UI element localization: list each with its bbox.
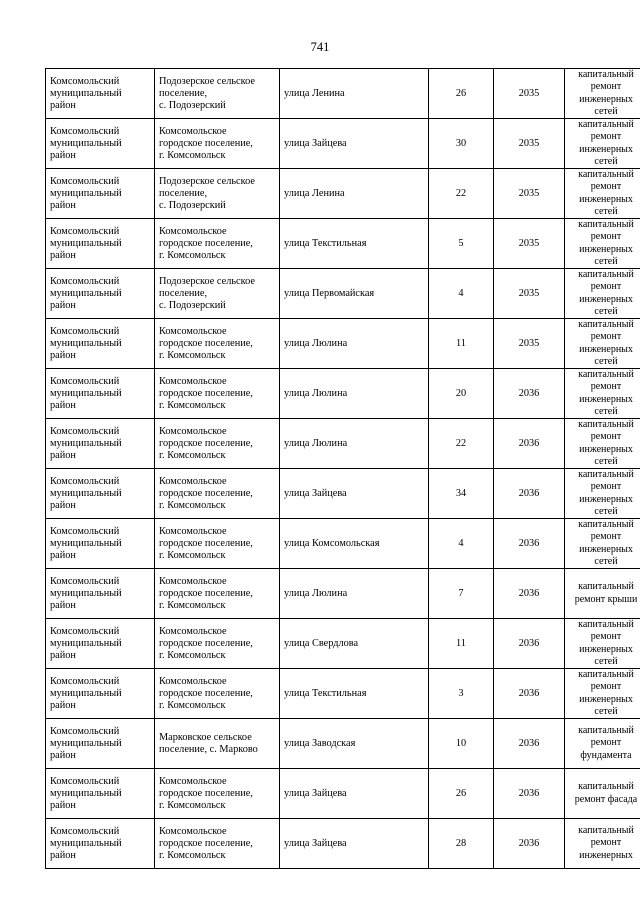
house-number-cell-text: 4 [458, 287, 464, 299]
settlement-cell-text: Подозерское сельское поселение, с. Подозерский [159, 75, 255, 111]
table-row [46, 219, 640, 269]
year-cell [494, 269, 565, 319]
year-cell [494, 719, 565, 769]
work-type-cell-text: капитальный ремонт инженерных сетей [578, 319, 634, 367]
district-cell-text: Комсомольский муниципальный район [50, 525, 122, 561]
house-number-cell [429, 619, 494, 669]
year-cell [494, 619, 565, 669]
year-cell-text: 2036 [518, 837, 540, 849]
house-number-cell [429, 719, 494, 769]
year-cell-text: 2035 [518, 187, 540, 199]
house-number-cell [429, 669, 494, 719]
work-type-cell [565, 319, 640, 369]
house-number-cell [429, 119, 494, 169]
house-number-cell-text: 20 [455, 387, 467, 399]
work-type-cell [565, 269, 640, 319]
table-row [46, 119, 640, 169]
street-cell [280, 269, 429, 319]
street-cell [280, 319, 429, 369]
district-cell-text: Комсомольский муниципальный район [50, 325, 122, 361]
year-cell [494, 69, 565, 119]
table-row [46, 719, 640, 769]
work-type-cell [565, 369, 640, 419]
settlement-cell-text: Комсомольское городское поселение, г. Комсомольск [159, 325, 253, 361]
work-type-cell-text: капитальный ремонт инженерных сетей [578, 669, 634, 717]
settlement-cell-text: Подозерское сельское поселение, с. Подозерский [159, 175, 255, 211]
street-cell-text: улица Ленина [284, 187, 345, 199]
settlement-cell [155, 819, 280, 869]
table-row [46, 569, 640, 619]
table-row [46, 619, 640, 669]
district-cell [46, 369, 155, 419]
settlement-cell [155, 69, 280, 119]
street-cell [280, 369, 429, 419]
district-cell-text: Комсомольский муниципальный район [50, 775, 122, 811]
year-cell-text: 2036 [518, 587, 540, 599]
house-number-cell-text: 30 [455, 137, 467, 149]
settlement-cell [155, 269, 280, 319]
district-cell-text: Комсомольский муниципальный район [50, 675, 122, 711]
settlement-cell [155, 619, 280, 669]
settlement-cell [155, 569, 280, 619]
year-cell [494, 169, 565, 219]
settlement-cell-text: Комсомольское городское поселение, г. Комсомольск [159, 225, 253, 261]
street-cell-text: улица Зайцева [284, 787, 347, 799]
district-cell [46, 819, 155, 869]
house-number-cell [429, 569, 494, 619]
house-number-cell [429, 319, 494, 369]
settlement-cell-text: Комсомольское городское поселение, г. Комсомольск [159, 775, 253, 811]
house-number-cell-text: 3 [458, 687, 464, 699]
house-number-cell-text: 22 [455, 437, 467, 449]
year-cell [494, 469, 565, 519]
settlement-cell-text: Комсомольское городское поселение, г. Комсомольск [159, 375, 253, 411]
year-cell [494, 819, 565, 869]
year-cell-text: 2035 [518, 137, 540, 149]
year-cell-text: 2035 [518, 337, 540, 349]
year-cell-text: 2036 [518, 637, 540, 649]
settlement-cell-text: Комсомольское городское поселение, г. Комсомольск [159, 475, 253, 511]
district-cell [46, 169, 155, 219]
work-type-cell [565, 419, 640, 469]
work-type-cell-text: капитальный ремонт инженерных сетей [578, 69, 634, 117]
street-cell-text: улица Люлина [284, 587, 348, 599]
district-cell [46, 69, 155, 119]
settlement-cell-text: Комсомольское городское поселение, г. Комсомольск [159, 575, 253, 611]
house-number-cell-text: 11 [456, 337, 466, 349]
street-cell [280, 219, 429, 269]
district-cell [46, 769, 155, 819]
settlement-cell [155, 769, 280, 819]
settlement-cell-text: Комсомольское городское поселение, г. Комсомольск [159, 675, 253, 711]
table-row [46, 419, 640, 469]
street-cell [280, 569, 429, 619]
year-cell-text: 2036 [518, 687, 540, 699]
settlement-cell-text: Комсомольское городское поселение, г. Комсомольск [159, 625, 253, 661]
house-number-cell-text: 28 [455, 837, 467, 849]
street-cell [280, 119, 429, 169]
year-cell [494, 319, 565, 369]
street-cell [280, 719, 429, 769]
year-cell-text: 2036 [518, 387, 540, 399]
district-cell-text: Комсомольский муниципальный район [50, 475, 122, 511]
work-type-cell [565, 69, 640, 119]
work-type-cell [565, 619, 640, 669]
settlement-cell [155, 319, 280, 369]
street-cell [280, 169, 429, 219]
district-cell-text: Комсомольский муниципальный район [50, 75, 122, 111]
year-cell-text: 2035 [518, 287, 540, 299]
district-cell [46, 519, 155, 569]
district-cell-text: Комсомольский муниципальный район [50, 225, 122, 261]
settlement-cell-text: Подозерское сельское поселение, с. Подозерский [159, 275, 255, 311]
year-cell [494, 769, 565, 819]
house-number-cell-text: 10 [455, 737, 467, 749]
settlement-cell-text: Комсомольское городское поселение, г. Комсомольск [159, 125, 253, 161]
house-number-cell-text: 22 [455, 187, 467, 199]
district-cell-text: Комсомольский муниципальный район [50, 625, 122, 661]
district-cell [46, 669, 155, 719]
district-cell-text: Комсомольский муниципальный район [50, 375, 122, 411]
year-cell-text: 2036 [518, 737, 540, 749]
work-type-cell-text: капитальный ремонт инженерных сетей [578, 619, 634, 667]
settlement-cell-text: Комсомольское городское поселение, г. Комсомольск [159, 525, 253, 561]
house-number-cell [429, 69, 494, 119]
house-number-cell [429, 469, 494, 519]
house-number-cell-text: 5 [458, 237, 464, 249]
work-type-cell-text: капитальный ремонт инженерных сетей [578, 269, 634, 317]
house-number-cell [429, 519, 494, 569]
work-type-cell-text: капитальный ремонт инженерных сетей [578, 119, 634, 167]
work-type-cell-text: капитальный ремонт фундамента [578, 725, 634, 761]
settlement-cell [155, 419, 280, 469]
street-cell-text: улица Первомайская [284, 287, 375, 299]
work-type-cell [565, 469, 640, 519]
house-number-cell [429, 419, 494, 469]
street-cell-text: улица Текстильная [284, 237, 367, 249]
district-cell-text: Комсомольский муниципальный район [50, 725, 122, 761]
district-cell-text: Комсомольский муниципальный район [50, 275, 122, 311]
street-cell [280, 69, 429, 119]
table-row [46, 319, 640, 369]
district-cell [46, 119, 155, 169]
street-cell [280, 419, 429, 469]
work-type-cell [565, 219, 640, 269]
table-row [46, 169, 640, 219]
table-row [46, 369, 640, 419]
year-cell [494, 669, 565, 719]
district-cell-text: Комсомольский муниципальный район [50, 825, 122, 861]
house-number-cell-text: 7 [458, 587, 464, 599]
year-cell-text: 2036 [518, 537, 540, 549]
work-type-cell-text: капитальный ремонт крыши [574, 581, 638, 605]
year-cell [494, 219, 565, 269]
street-cell-text: улица Зайцева [284, 137, 347, 149]
street-cell-text: улица Заводская [284, 737, 356, 749]
district-cell [46, 269, 155, 319]
year-cell-text: 2035 [518, 237, 540, 249]
work-type-cell-text: капитальный ремонт фасада [574, 781, 638, 805]
settlement-cell-text: Комсомольское городское поселение, г. Комсомольск [159, 425, 253, 461]
district-cell [46, 569, 155, 619]
district-cell [46, 619, 155, 669]
settlement-cell [155, 719, 280, 769]
street-cell [280, 669, 429, 719]
street-cell [280, 769, 429, 819]
street-cell [280, 519, 429, 569]
housing-repair-table [45, 68, 640, 869]
table-row [46, 469, 640, 519]
year-cell-text: 2035 [518, 87, 540, 99]
table-row [46, 269, 640, 319]
settlement-cell [155, 369, 280, 419]
street-cell-text: улица Люлина [284, 387, 348, 399]
work-type-cell-text: капитальный ремонт инженерных сетей [578, 369, 634, 417]
page-number: 741 [310, 40, 330, 54]
street-cell-text: улица Зайцева [284, 487, 347, 499]
work-type-cell [565, 569, 640, 619]
house-number-cell [429, 769, 494, 819]
district-cell [46, 219, 155, 269]
settlement-cell [155, 519, 280, 569]
year-cell-text: 2036 [518, 437, 540, 449]
street-cell-text: улица Ленина [284, 87, 345, 99]
table-row [46, 819, 640, 869]
house-number-cell-text: 26 [455, 787, 467, 799]
house-number-cell-text: 26 [455, 87, 467, 99]
house-number-cell [429, 219, 494, 269]
year-cell [494, 119, 565, 169]
street-cell-text: улица Свердлова [284, 637, 359, 649]
settlement-cell-text: Марковское сельское поселение, с. Марково [159, 731, 258, 755]
work-type-cell-text: капитальный ремонт инженерных сетей [578, 169, 634, 217]
settlement-cell [155, 219, 280, 269]
settlement-cell [155, 119, 280, 169]
district-cell-text: Комсомольский муниципальный район [50, 125, 122, 161]
work-type-cell [565, 119, 640, 169]
work-type-cell [565, 169, 640, 219]
settlement-cell [155, 469, 280, 519]
street-cell [280, 469, 429, 519]
table-row [46, 519, 640, 569]
table-body [46, 69, 640, 869]
work-type-cell-text: капитальный ремонт инженерных сетей [578, 419, 634, 467]
street-cell-text: улица Комсомольская [284, 537, 380, 549]
work-type-cell-text: капитальный ремонт инженерных сетей [578, 469, 634, 517]
work-type-cell-text: капитальный ремонт инженерных сетей [578, 519, 634, 567]
year-cell [494, 519, 565, 569]
year-cell-text: 2036 [518, 787, 540, 799]
work-type-cell [565, 669, 640, 719]
work-type-cell [565, 769, 640, 819]
district-cell-text: Комсомольский муниципальный район [50, 425, 122, 461]
street-cell [280, 619, 429, 669]
work-type-cell-text: капитальный ремонт инженерных сетей [578, 219, 634, 267]
house-number-cell-text: 34 [455, 487, 467, 499]
house-number-cell [429, 169, 494, 219]
year-cell [494, 419, 565, 469]
work-type-cell [565, 819, 640, 869]
work-type-cell-text: капитальный ремонт инженерных [578, 825, 634, 861]
year-cell [494, 569, 565, 619]
district-cell [46, 319, 155, 369]
house-number-cell [429, 269, 494, 319]
house-number-cell-text: 4 [458, 537, 464, 549]
settlement-cell [155, 169, 280, 219]
house-number-cell [429, 819, 494, 869]
table-row [46, 769, 640, 819]
work-type-cell [565, 719, 640, 769]
street-cell-text: улица Люлина [284, 437, 348, 449]
house-number-cell [429, 369, 494, 419]
table-row [46, 69, 640, 119]
street-cell-text: улица Зайцева [284, 837, 347, 849]
district-cell [46, 719, 155, 769]
settlement-cell-text: Комсомольское городское поселение, г. Комсомольск [159, 825, 253, 861]
table-row [46, 669, 640, 719]
house-number-cell-text: 11 [456, 637, 466, 649]
district-cell [46, 469, 155, 519]
settlement-cell [155, 669, 280, 719]
street-cell [280, 819, 429, 869]
year-cell [494, 369, 565, 419]
street-cell-text: улица Текстильная [284, 687, 367, 699]
street-cell-text: улица Люлина [284, 337, 348, 349]
district-cell-text: Комсомольский муниципальный район [50, 575, 122, 611]
district-cell-text: Комсомольский муниципальный район [50, 175, 122, 211]
work-type-cell [565, 519, 640, 569]
year-cell-text: 2036 [518, 487, 540, 499]
district-cell [46, 419, 155, 469]
